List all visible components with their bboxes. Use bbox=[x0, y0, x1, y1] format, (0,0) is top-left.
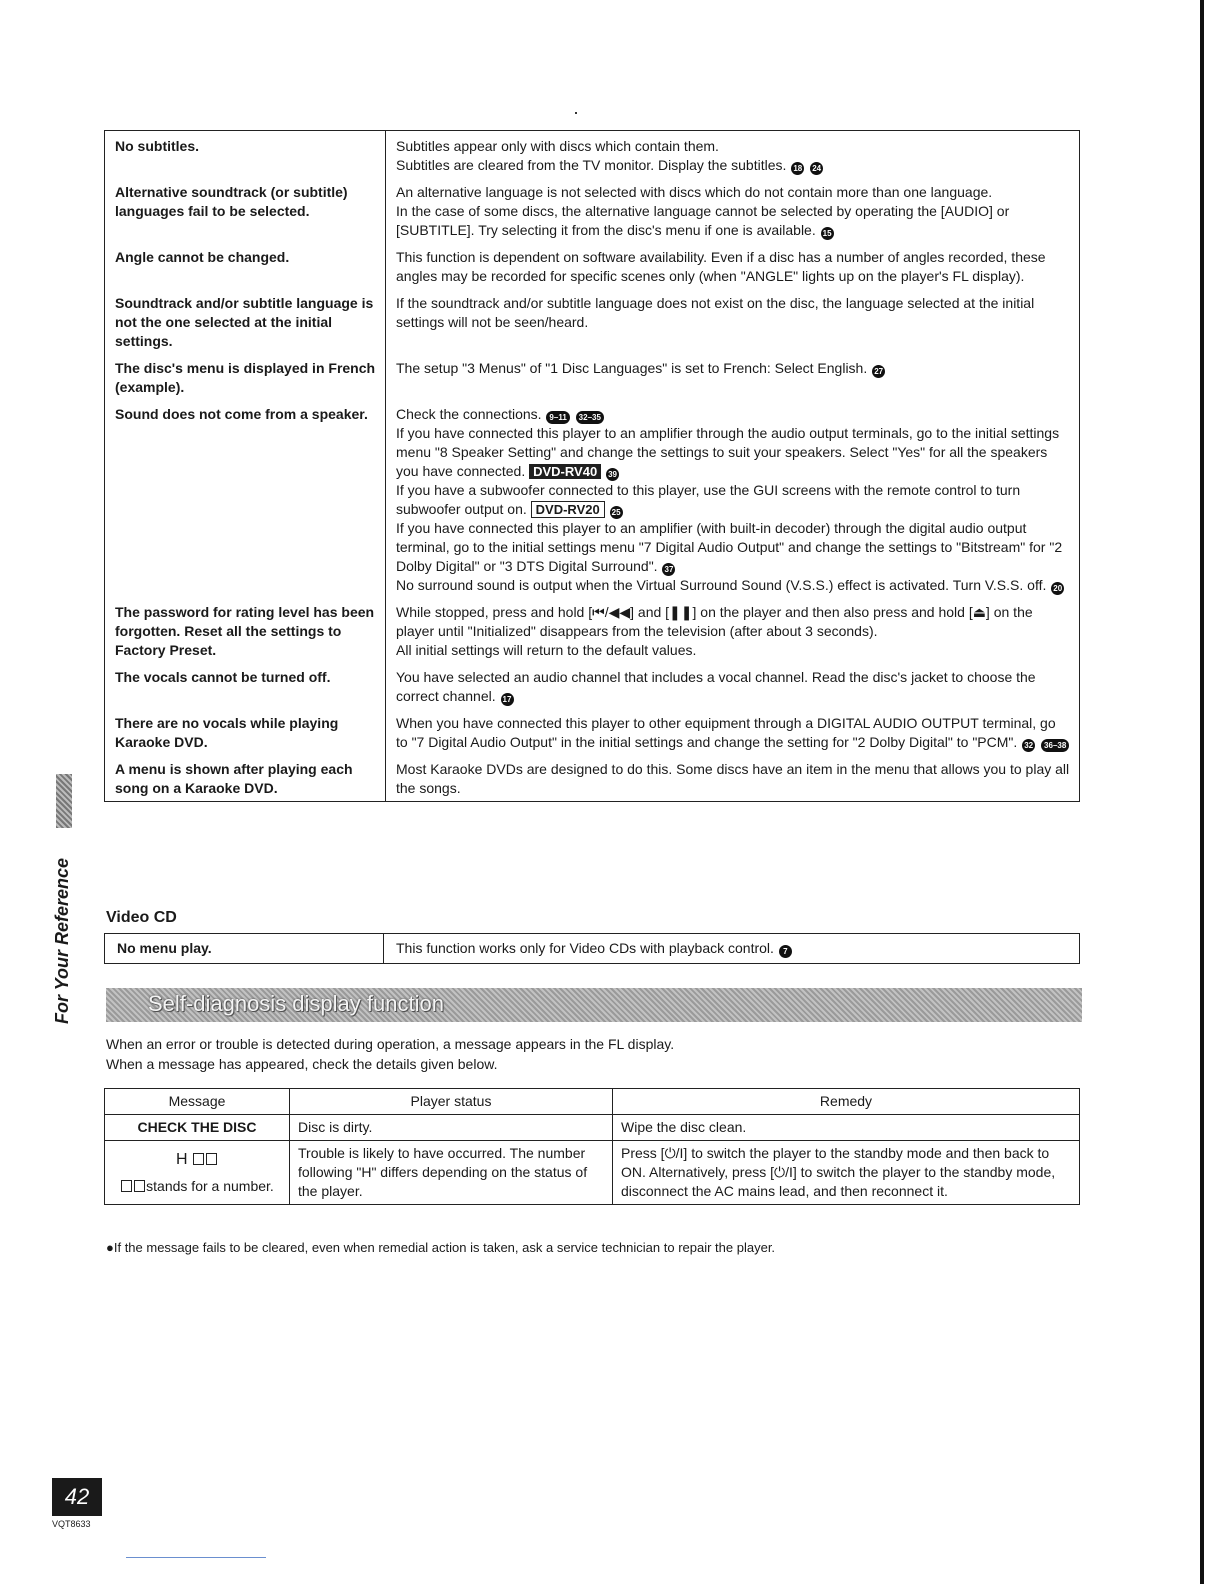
table-row bbox=[105, 244, 1080, 290]
column-header: Player status bbox=[290, 1089, 613, 1115]
table-row bbox=[105, 756, 1080, 802]
remedy-line bbox=[396, 760, 1071, 798]
remedy-line bbox=[396, 424, 1071, 481]
remedy-line bbox=[396, 481, 1071, 519]
video-cd-heading: Video CD bbox=[106, 909, 177, 926]
digit-box-icon bbox=[193, 1153, 204, 1165]
remedy-text: The setup "3 Menus" of "1 Disc Languages" is set to French: Select English. bbox=[396, 360, 868, 376]
self-diagnosis-banner bbox=[106, 988, 1082, 1022]
remedy-text: An alternative language is not selected with discs which do not contain more than one language. bbox=[396, 184, 993, 200]
video-cd-table bbox=[104, 933, 1080, 964]
page-ref-icon: 32 bbox=[1022, 739, 1035, 752]
error-code-note: stands for a number. bbox=[146, 1178, 274, 1194]
message-cell bbox=[105, 1141, 290, 1205]
remedy-line bbox=[396, 576, 1071, 595]
table-row bbox=[105, 1141, 1080, 1205]
remedy-text: You have selected an audio channel that includes a vocal channel. Read the disc's jacket to choose the correct channel. bbox=[396, 669, 1036, 704]
digit-box-icon bbox=[134, 1180, 145, 1192]
model-badge: DVD-RV20 bbox=[531, 501, 605, 518]
table-row bbox=[105, 179, 1080, 244]
remedy-text: In the case of some discs, the alternative language cannot be selected by operating the [AUDIO] or [SUBTITLE]. Try selecting it from the disc's menu if one is available. bbox=[396, 203, 1010, 238]
remedy-text: Check the connections. bbox=[396, 406, 542, 422]
section-label: For Your Reference bbox=[52, 857, 72, 1024]
page-ref-icon: 36–38 bbox=[1041, 739, 1069, 752]
problem-cell: Alternative soundtrack (or subtitle) languages fail to be selected. bbox=[105, 179, 386, 244]
problem-cell: Sound does not come from a speaker. bbox=[105, 401, 386, 599]
header-row bbox=[105, 1089, 1080, 1115]
table-row bbox=[105, 401, 1080, 599]
troubleshooting-table bbox=[104, 130, 1080, 802]
page-ref-icon: 24 bbox=[810, 162, 823, 175]
remedy-text: Most Karaoke DVDs are designed to do this. Some discs have an item in the menu that allows you to play all the songs. bbox=[396, 761, 1070, 796]
table-row bbox=[105, 710, 1080, 756]
error-code-letter: H bbox=[175, 1151, 188, 1168]
model-badge: DVD-RV40 bbox=[529, 464, 601, 479]
document-code: VQT8633 bbox=[52, 1519, 91, 1529]
remedy-cell: Press [⏻/I] to switch the player to the standby mode and then back to ON. Alternatively, press [⏻/I] to switch the player to the standby mode, disconnect the AC mains lead, and then reconnect it. bbox=[613, 1141, 1080, 1205]
section-title: Self-diagnosis display function bbox=[148, 991, 444, 1016]
intro-line: When a message has appeared, check the details given below. bbox=[106, 1056, 498, 1072]
remedy-text: Subtitles appear only with discs which contain them. bbox=[396, 138, 719, 154]
problem-cell: A menu is shown after playing each song on a Karaoke DVD. bbox=[105, 756, 386, 802]
remedy-cell: Wipe the disc clean. bbox=[613, 1115, 1080, 1141]
remedy-line bbox=[396, 248, 1071, 286]
remedy-line bbox=[396, 294, 1071, 332]
remedy-cell bbox=[386, 355, 1080, 401]
status-cell: Trouble is likely to have occurred. The number following "H" differs depending on the status of the player. bbox=[290, 1141, 613, 1205]
self-diagnosis-intro bbox=[106, 1034, 674, 1074]
remedy-text: If you have connected this player to an amplifier (with built-in decoder) through the digital audio output terminal, go to the initial settings menu "7 Digital Audio Output" and change the settings to "Bitstream" for "2 Dolby Digital" or "3 DTS Digital Surround". bbox=[396, 520, 1063, 574]
remedy-line bbox=[396, 714, 1071, 752]
page-ref-icon: 39 bbox=[606, 468, 619, 481]
remedy-text: If you have a subwoofer connected to this player, use the GUI screens with the remote control to turn subwoofer output on. bbox=[396, 482, 1021, 517]
page-ref-icon: 32–35 bbox=[576, 411, 604, 424]
remedy-line bbox=[396, 603, 1071, 641]
remedy-text: If the soundtrack and/or subtitle language does not exist on the disc, the language selected at the initial settings will not be seen/heard. bbox=[396, 295, 1035, 330]
error-code bbox=[113, 1150, 281, 1169]
remedy-line bbox=[396, 202, 1071, 240]
scan-rule bbox=[126, 1557, 266, 1558]
remedy-text: If you have connected this player to an amplifier through the audio output terminals, go to the initial settings menu "8 Speaker Setting" and change the settings to suit your speakers. Select "Yes" for all the speakers you have connected. bbox=[396, 425, 1060, 479]
problem-cell: No menu play. bbox=[105, 934, 384, 964]
page-ref-icon: 25 bbox=[610, 506, 623, 519]
problem-cell: Angle cannot be changed. bbox=[105, 244, 386, 290]
page-ref-icon: 37 bbox=[662, 563, 675, 576]
page-ref-icon: 17 bbox=[501, 693, 514, 706]
remedy-text: When you have connected this player to other equipment through a DIGITAL AUDIO OUTPUT terminal, go to "7 Digital Audio Output" in the initial settings and change the setting for "2 Dolby Digital" to "PCM". bbox=[396, 715, 1056, 750]
table-row bbox=[105, 664, 1080, 710]
table-row bbox=[105, 131, 1080, 180]
section-tab-mark bbox=[56, 774, 72, 828]
column-header: Remedy bbox=[613, 1089, 1080, 1115]
problem-cell: The password for rating level has been forgotten. Reset all the settings to Factory Preset. bbox=[105, 599, 386, 664]
table-row bbox=[105, 1115, 1080, 1141]
page-ref-icon: 15 bbox=[821, 227, 834, 240]
remedy-line bbox=[396, 156, 1071, 175]
problem-cell: There are no vocals while playing Karaoke DVD. bbox=[105, 710, 386, 756]
remedy-line bbox=[396, 359, 1071, 378]
remedy-line bbox=[396, 519, 1071, 576]
message-cell: CHECK THE DISC bbox=[105, 1115, 290, 1141]
digit-box-icon bbox=[206, 1153, 217, 1165]
service-note: ●If the message fails to be cleared, even when remedial action is taken, ask a service technician to repair the player. bbox=[106, 1240, 776, 1255]
remedy-line bbox=[396, 641, 1071, 660]
column-header: Message bbox=[105, 1089, 290, 1115]
remedy-text: All initial settings will return to the default values. bbox=[396, 642, 697, 658]
remedy-text: No surround sound is output when the Virtual Surround Sound (V.S.S.) effect is activated. Turn V.S.S. off. bbox=[396, 577, 1047, 593]
problem-cell: Soundtrack and/or subtitle language is not the one selected at the initial settings. bbox=[105, 290, 386, 355]
problem-cell: The disc's menu is displayed in French (example). bbox=[105, 355, 386, 401]
remedy-cell bbox=[386, 664, 1080, 710]
error-message-table bbox=[104, 1088, 1080, 1205]
table-row bbox=[105, 355, 1080, 401]
remedy-line bbox=[396, 137, 1071, 156]
scan-speck bbox=[575, 112, 577, 114]
remedy-cell bbox=[386, 401, 1080, 599]
table-row bbox=[105, 290, 1080, 355]
page-number: 42 bbox=[52, 1478, 102, 1516]
remedy-text: This function is dependent on software availability. Even if a disc has a number of angles recorded, these angles may be recorded for specific scenes only (when "ANGLE" lights up on the player's FL display). bbox=[396, 249, 1046, 284]
problem-cell: The vocals cannot be turned off. bbox=[105, 664, 386, 710]
page-ref-icon: 9–11 bbox=[546, 411, 569, 424]
page-ref-icon: 27 bbox=[872, 365, 885, 378]
remedy-text: While stopped, press and hold [⏮/◀◀] and [❚❚] on the player and then also press and hold [⏏] on the player until "Initialized" disappears from the television (after about 3 seconds). bbox=[396, 604, 1033, 639]
remedy-line bbox=[396, 405, 1071, 424]
remedy-cell bbox=[384, 934, 1080, 964]
remedy-cell bbox=[386, 599, 1080, 664]
page-edge-rule bbox=[1200, 0, 1204, 1584]
digit-box-icon bbox=[121, 1180, 132, 1192]
remedy-cell bbox=[386, 244, 1080, 290]
status-cell: Disc is dirty. bbox=[290, 1115, 613, 1141]
remedy-cell bbox=[386, 179, 1080, 244]
remedy-cell bbox=[386, 131, 1080, 180]
remedy-cell bbox=[386, 710, 1080, 756]
page-ref-icon: 18 bbox=[791, 162, 804, 175]
intro-line: When an error or trouble is detected during operation, a message appears in the FL display. bbox=[106, 1036, 675, 1052]
page-ref-icon: 20 bbox=[1051, 582, 1064, 595]
table-row bbox=[105, 934, 1080, 964]
remedy-line bbox=[396, 668, 1071, 706]
remedy-cell bbox=[386, 290, 1080, 355]
page-ref-icon: 7 bbox=[779, 945, 792, 958]
remedy-line bbox=[396, 183, 1071, 202]
table-row bbox=[105, 599, 1080, 664]
remedy-text: Subtitles are cleared from the TV monitor. Display the subtitles. bbox=[396, 157, 787, 173]
remedy-cell bbox=[386, 756, 1080, 802]
problem-cell: No subtitles. bbox=[105, 131, 386, 180]
remedy-text: This function works only for Video CDs with playback control. bbox=[396, 940, 774, 956]
